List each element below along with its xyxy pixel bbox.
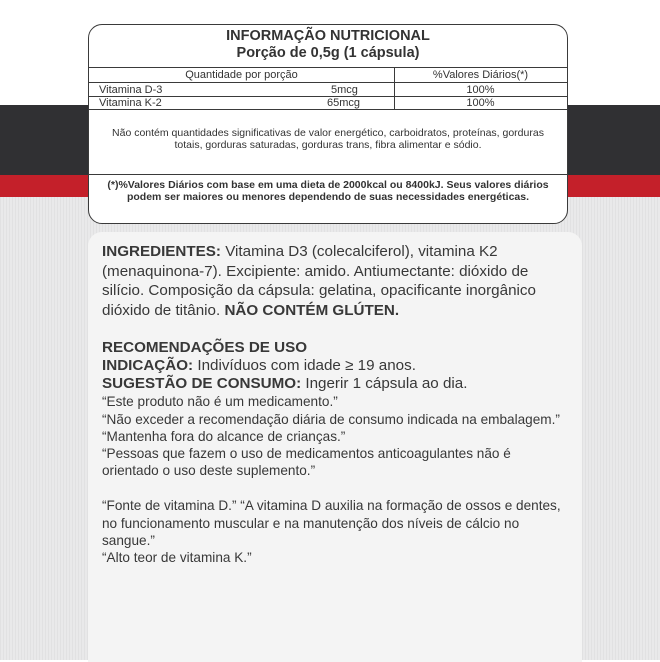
table-divider [89,109,567,110]
claim-vitamin-k: “Alto teor de vitamina K.” [102,550,252,565]
gluten-warning: NÃO CONTÉM GLÚTEN. [224,301,400,319]
table-divider [89,67,567,68]
ingredients-paragraph [102,242,568,320]
row-daily-value: 100% [466,97,495,109]
table-divider [89,174,567,175]
header-daily-values: %Valores Diários(*) [432,69,529,81]
indication-line [102,357,568,375]
suggestion-line [102,375,568,393]
nutrition-note: Não contém quantidades significativas de valor energético, carboidratos, proteínas, gorduras totais, gorduras saturadas, gorduras trans, fibra alimentar e sódio. [112,127,544,151]
ingredients-label: INGREDIENTES: [102,243,221,260]
nutrition-portion: Porção de 0,5g (1 cápsula) [236,45,420,61]
ingredients-text: Vitamina D3 (colecalciferol), vitamina K2 (menaquinona-7). Excipiente: amido. Antiumectante: dióxido de silício. Composição da cápsula: gelatina, opacificante inorgânico dióxido de titânio. [102,243,536,319]
row-daily-value: 100% [466,84,495,96]
table-divider [89,82,567,83]
row-amount: 5mcg [331,84,358,96]
warning-dosage: “Não exceder a recomendação diária de consumo indicada na embalagem.” “Mantenha fora do alcance de crianças.” [102,411,560,444]
indication-label: INDICAÇÃO: [102,357,194,375]
suggestion-text: Ingerir 1 cápsula ao dia. [301,375,468,393]
spacer [102,479,568,497]
row-name: Vitamina K-2 [99,97,162,109]
warning-not-medicine: “Este produto não é um medicamento.” [102,394,338,410]
indication-text: Indivíduos com idade ≥ 19 anos. [193,357,416,375]
usage-heading: RECOMENDAÇÕES DE USO [102,339,308,357]
row-name: Vitamina D-3 [99,84,163,96]
row-amount: 65mcg [327,97,361,109]
nutrition-facts-table [88,24,568,224]
label-text-panel [88,232,582,662]
spacer [102,320,568,339]
claim-vitamin-d: “Fonte de vitamina D.” “A vitamina D auxilia na formação de ossos e dentes, no funcionamento muscular e na manutenção dos níveis de cálcio no sangue.” [102,498,561,548]
header-quantity: Quantidade por porção [185,69,298,81]
suggestion-label: SUGESTÃO DE CONSUMO: [102,375,302,393]
nutrition-title: INFORMAÇÃO NUTRICIONAL [226,28,430,44]
nutrition-footnote: (*)%Valores Diários com base em uma dieta de 2000kcal ou 8400kJ. Seus valores diários podem ser maiores ou menores dependendo de suas necessidades energéticas. [107,179,549,203]
warning-anticoagulants: “Pessoas que fazem o uso de medicamentos anticoagulantes não é orientado o uso deste suplemento.” [102,445,511,479]
